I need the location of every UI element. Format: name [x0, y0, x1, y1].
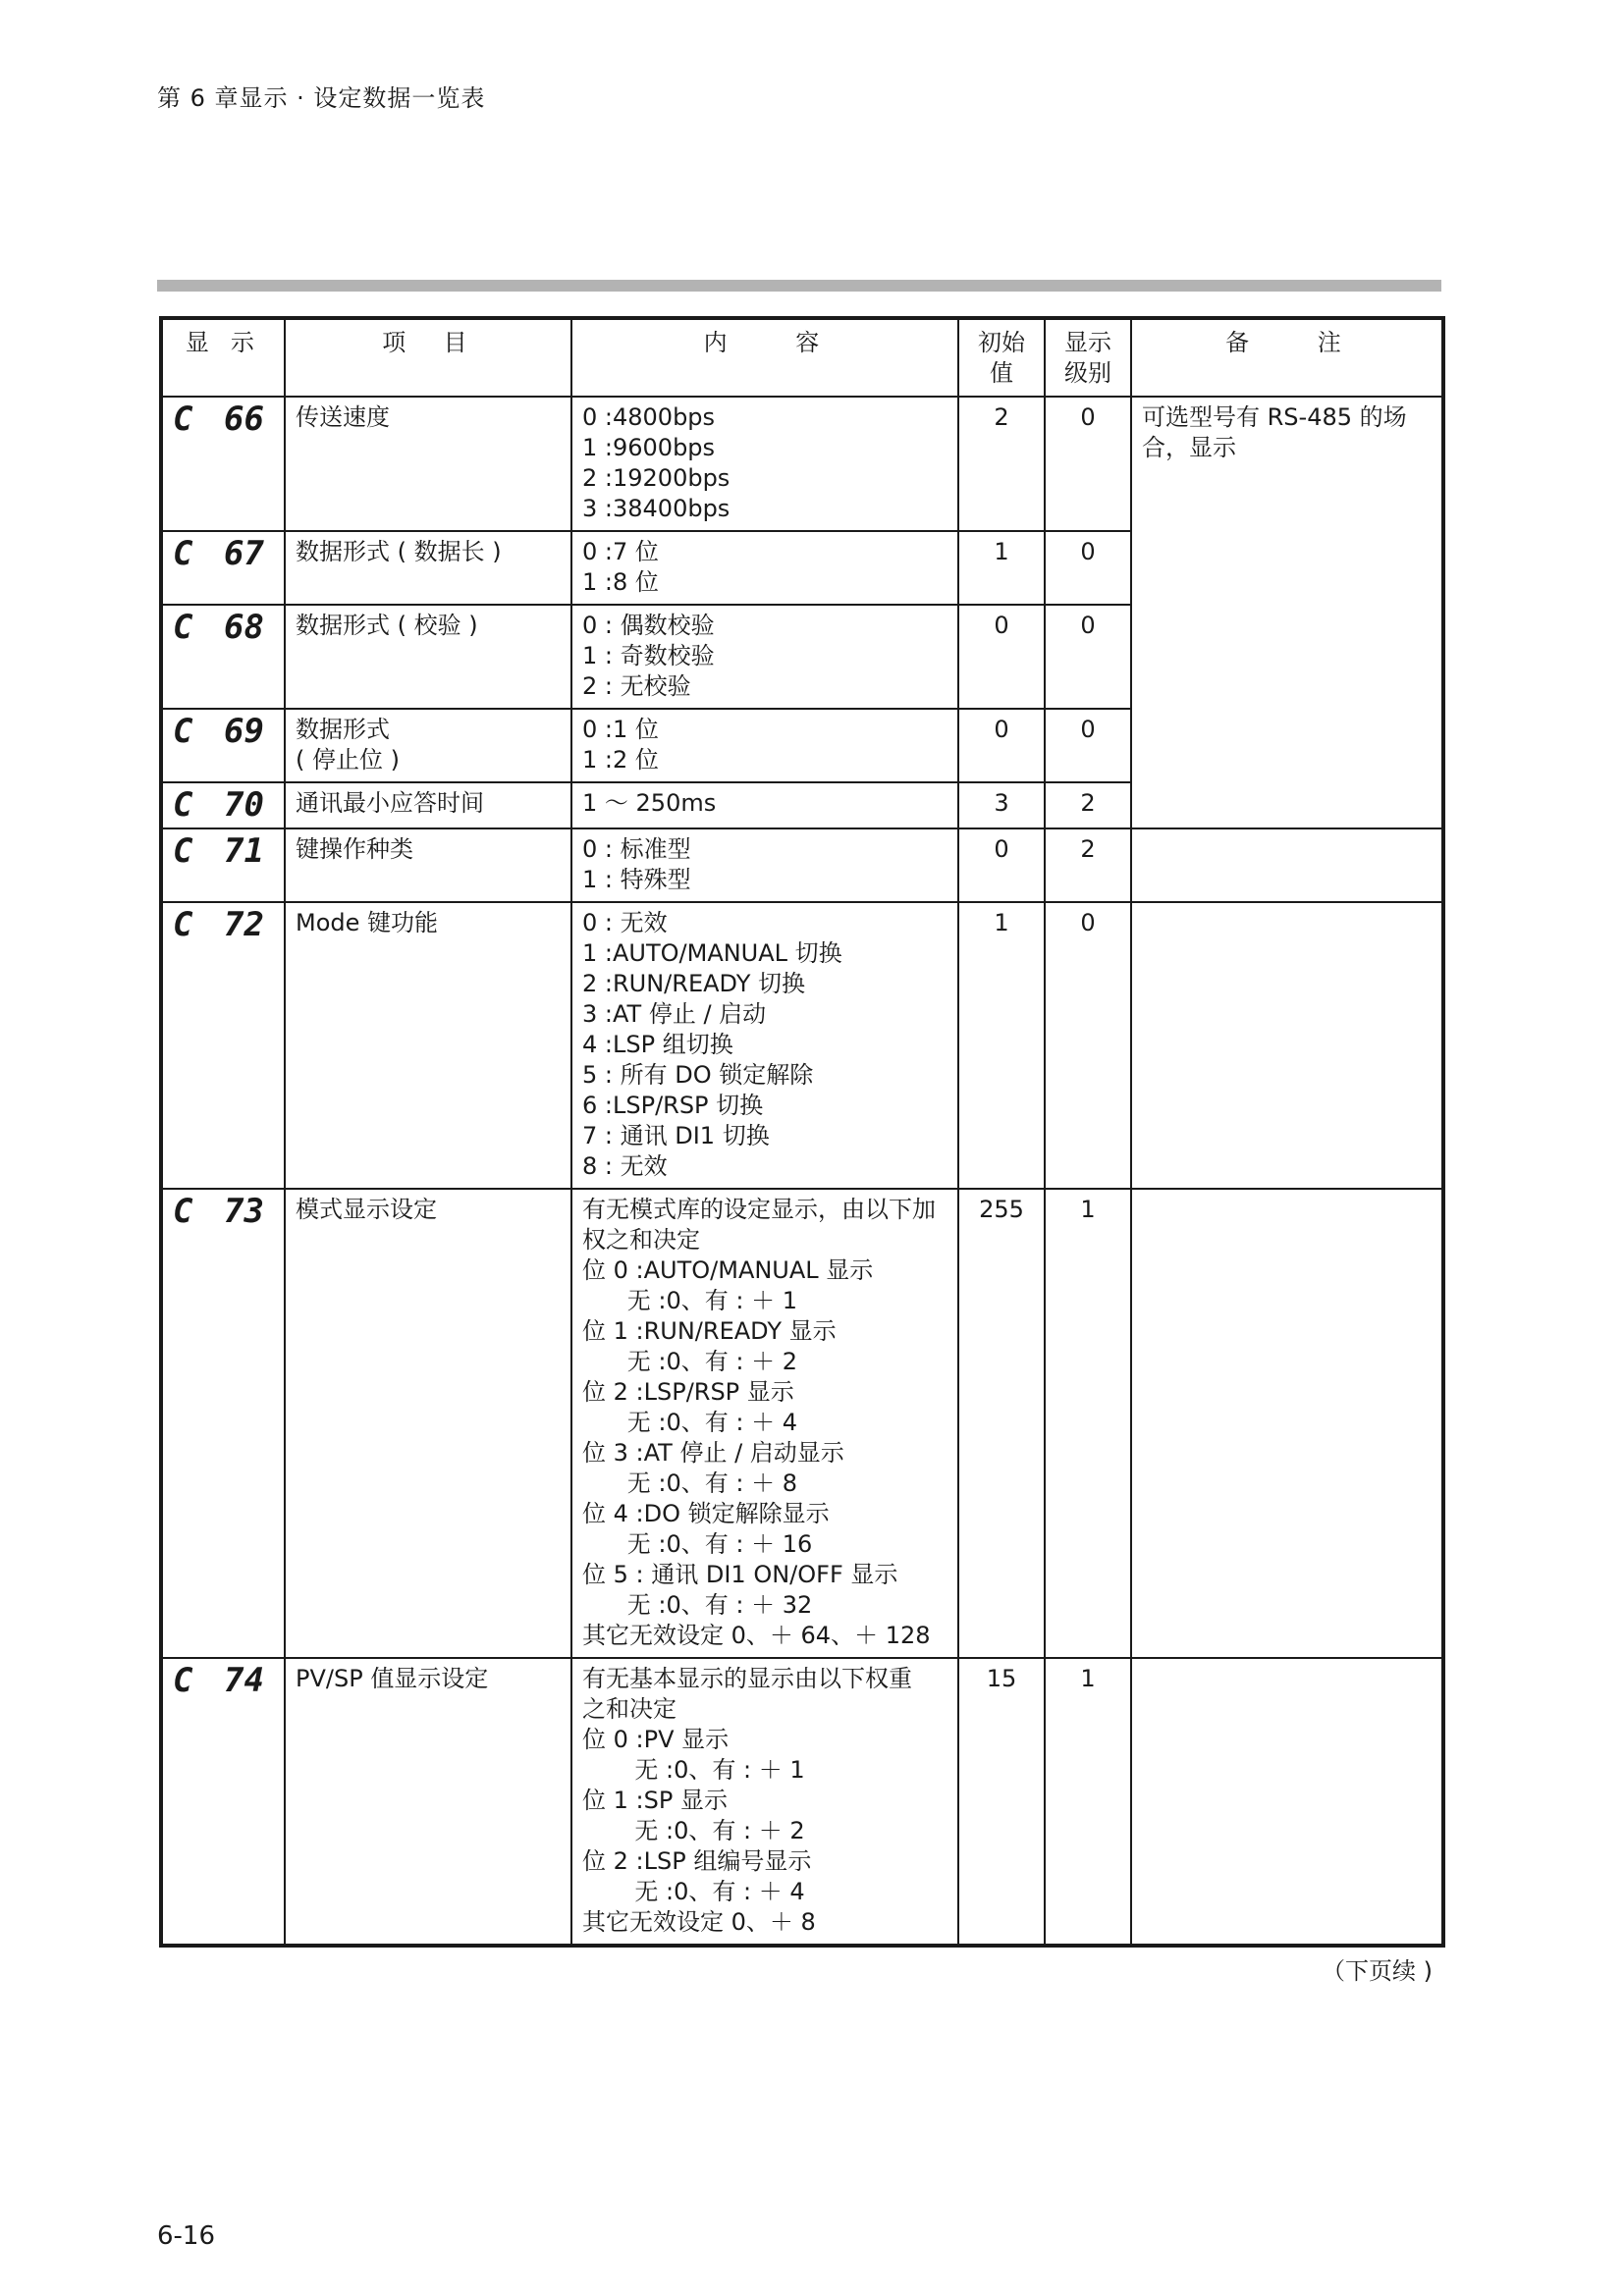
chapter-title: 第 6 章显示 · 设定数据一览表 [157, 84, 486, 112]
item-cell [285, 1189, 571, 1658]
display-code [161, 397, 285, 531]
note-line: 合，显示 [1142, 434, 1236, 461]
display-code [161, 1189, 285, 1658]
display-level: 0 [1045, 709, 1131, 782]
page-number: 6-16 [157, 2221, 216, 2251]
initial-value: 1 [958, 531, 1045, 605]
item-line: ( 停止位 ) [296, 746, 400, 774]
display-code [161, 1658, 285, 1946]
table-header-row [161, 318, 1443, 397]
content-cell [571, 1189, 958, 1658]
code-number: 71 [224, 831, 264, 871]
initial-value: 2 [958, 397, 1045, 531]
content-line: 无 :0、有 : ＋ 4 [582, 1878, 805, 1905]
content-line: 无 :0、有 : ＋ 1 [582, 1756, 805, 1784]
content-line: 位 2 :LSP 组编号显示 [582, 1847, 812, 1875]
item-line: 通讯最小应答时间 [296, 789, 484, 817]
content-cell [571, 902, 958, 1189]
code-prefix: C [173, 905, 193, 944]
content-line: 有无模式库的设定显示，由以下加 [582, 1196, 936, 1223]
content-line: 之和决定 [582, 1695, 677, 1723]
code-prefix: C [173, 785, 193, 825]
code-prefix: C [173, 608, 193, 647]
content-line: 1 : 特殊型 [582, 866, 691, 893]
content-line: 位 0 :AUTO/MANUAL 显示 [582, 1256, 874, 1284]
content-line: 2 :RUN/READY 切换 [582, 970, 805, 997]
code-prefix: C [173, 1661, 193, 1700]
segment-display [173, 905, 274, 944]
content-cell [571, 828, 958, 902]
code-prefix: C [173, 534, 193, 573]
content-line: 1 :AUTO/MANUAL 切换 [582, 939, 842, 967]
content-line: 位 3 :AT 停止 / 启动显示 [582, 1439, 844, 1467]
code-prefix: C [173, 400, 193, 439]
code-number: 74 [224, 1661, 264, 1700]
display-level: 0 [1045, 605, 1131, 709]
content-line: 位 1 :SP 显示 [582, 1787, 728, 1814]
code-prefix: C [173, 831, 193, 871]
content-line: 位 4 :DO 锁定解除显示 [582, 1500, 830, 1527]
content-line: 位 2 :LSP/RSP 显示 [582, 1378, 794, 1406]
content-line: 0 :4800bps [582, 403, 716, 431]
note-line: 可选型号有 RS-485 的场 [1142, 403, 1407, 431]
note-cell [1131, 1189, 1443, 1658]
initial-value: 0 [958, 828, 1045, 902]
item-cell [285, 397, 571, 531]
note-cell [1131, 397, 1443, 828]
note-cell [1131, 1658, 1443, 1946]
content-line: 2 :19200bps [582, 464, 731, 492]
content-line: 位 0 :PV 显示 [582, 1726, 730, 1753]
item-line: 数据形式 ( 数据长 ) [296, 538, 502, 565]
segment-display [173, 608, 274, 647]
initial-value: 15 [958, 1658, 1045, 1946]
col-header-note: 备 注 [1131, 318, 1443, 397]
display-code [161, 902, 285, 1189]
segment-display [173, 400, 274, 439]
content-line: 6 :LSP/RSP 切换 [582, 1092, 764, 1119]
content-line: 无 :0、有 : ＋ 32 [582, 1591, 813, 1619]
display-level: 0 [1045, 531, 1131, 605]
col-header-item: 项 目 [285, 318, 571, 397]
display-level: 0 [1045, 397, 1131, 531]
code-number: 68 [224, 608, 264, 647]
initial-value: 1 [958, 902, 1045, 1189]
header-rule [157, 280, 1441, 292]
display-level: 2 [1045, 828, 1131, 902]
content-cell [571, 605, 958, 709]
content-line: 0 : 偶数校验 [582, 612, 715, 639]
col-header-display: 显 示 [161, 318, 285, 397]
display-code [161, 828, 285, 902]
content-line: 1 :9600bps [582, 434, 716, 461]
code-number: 70 [224, 785, 264, 825]
content-line: 0 :7 位 [582, 538, 659, 565]
code-prefix: C [173, 712, 193, 751]
table-row [161, 397, 1443, 531]
code-number: 67 [224, 534, 264, 573]
item-cell [285, 709, 571, 782]
item-line: 模式显示设定 [296, 1196, 437, 1223]
content-line: 2 : 无校验 [582, 672, 691, 700]
content-cell [571, 709, 958, 782]
content-cell [571, 397, 958, 531]
table-row [161, 1189, 1443, 1658]
item-line: 数据形式 [296, 716, 390, 743]
item-line: 数据形式 ( 校验 ) [296, 612, 478, 639]
segment-display [173, 785, 274, 825]
display-code [161, 782, 285, 828]
settings-table [159, 316, 1445, 1948]
item-line: 键操作种类 [296, 835, 413, 863]
content-line: 其它无效设定 0、＋ 64、＋ 128 [582, 1622, 931, 1649]
initial-value: 0 [958, 709, 1045, 782]
display-level: 0 [1045, 902, 1131, 1189]
initial-value: 3 [958, 782, 1045, 828]
segment-display [173, 831, 274, 871]
note-cell [1131, 902, 1443, 1189]
content-line: 无 :0、有 : ＋ 4 [582, 1409, 797, 1436]
display-level: 1 [1045, 1189, 1131, 1658]
content-line: 0 : 无效 [582, 909, 668, 936]
col-header-content: 内 容 [571, 318, 958, 397]
segment-display [173, 1661, 274, 1700]
col-header-initial: 初始值 [958, 318, 1045, 397]
code-number: 73 [224, 1192, 264, 1231]
item-line: Mode 键功能 [296, 909, 439, 936]
segment-display [173, 712, 274, 751]
content-line: 位 1 :RUN/READY 显示 [582, 1317, 837, 1345]
content-line: 3 :AT 停止 / 启动 [582, 1000, 767, 1028]
content-line: 权之和决定 [582, 1226, 700, 1254]
content-cell [571, 782, 958, 828]
code-number: 69 [224, 712, 264, 751]
table-row [161, 828, 1443, 902]
content-line: 1 ～ 250ms [582, 789, 717, 817]
content-line: 0 : 标准型 [582, 835, 691, 863]
content-line: 1 : 奇数校验 [582, 642, 715, 669]
code-prefix: C [173, 1192, 193, 1231]
content-line: 其它无效设定 0、＋ 8 [582, 1908, 816, 1936]
content-line: 有无基本显示的显示由以下权重 [582, 1665, 912, 1692]
item-cell [285, 782, 571, 828]
initial-value: 0 [958, 605, 1045, 709]
col-header-level: 显示 级别 [1045, 318, 1131, 397]
display-code [161, 709, 285, 782]
display-code [161, 531, 285, 605]
item-cell [285, 902, 571, 1189]
item-line: PV/SP 值显示设定 [296, 1665, 489, 1692]
display-level: 1 [1045, 1658, 1131, 1946]
item-cell [285, 1658, 571, 1946]
content-line: 无 :0、有 : ＋ 2 [582, 1817, 805, 1844]
item-line: 传送速度 [296, 403, 390, 431]
content-cell [571, 1658, 958, 1946]
display-level: 2 [1045, 782, 1131, 828]
content-line: 无 :0、有 : ＋ 16 [582, 1530, 813, 1558]
content-line: 位 5 : 通讯 DI1 ON/OFF 显示 [582, 1561, 898, 1588]
content-line: 0 :1 位 [582, 716, 659, 743]
display-code [161, 605, 285, 709]
code-number: 72 [224, 905, 264, 944]
segment-display [173, 534, 274, 573]
content-cell [571, 531, 958, 605]
item-cell [285, 605, 571, 709]
content-line: 1 :2 位 [582, 746, 659, 774]
table-row [161, 1658, 1443, 1946]
content-line: 无 :0、有 : ＋ 1 [582, 1287, 797, 1314]
code-number: 66 [224, 400, 264, 439]
content-line: 8 : 无效 [582, 1152, 668, 1180]
content-line: 无 :0、有 : ＋ 2 [582, 1348, 797, 1375]
content-line: 5 : 所有 DO 锁定解除 [582, 1061, 814, 1089]
content-line: 3 :38400bps [582, 495, 731, 522]
note-cell [1131, 828, 1443, 902]
content-line: 4 :LSP 组切换 [582, 1031, 733, 1058]
content-line: 7 : 通讯 DI1 切换 [582, 1122, 770, 1149]
segment-display [173, 1192, 274, 1231]
item-cell [285, 531, 571, 605]
content-line: 无 :0、有 : ＋ 8 [582, 1469, 797, 1497]
content-line: 1 :8 位 [582, 568, 659, 596]
initial-value: 255 [958, 1189, 1045, 1658]
continued-note: （下页续 ) [1322, 1957, 1433, 1985]
table-row [161, 902, 1443, 1189]
item-cell [285, 828, 571, 902]
